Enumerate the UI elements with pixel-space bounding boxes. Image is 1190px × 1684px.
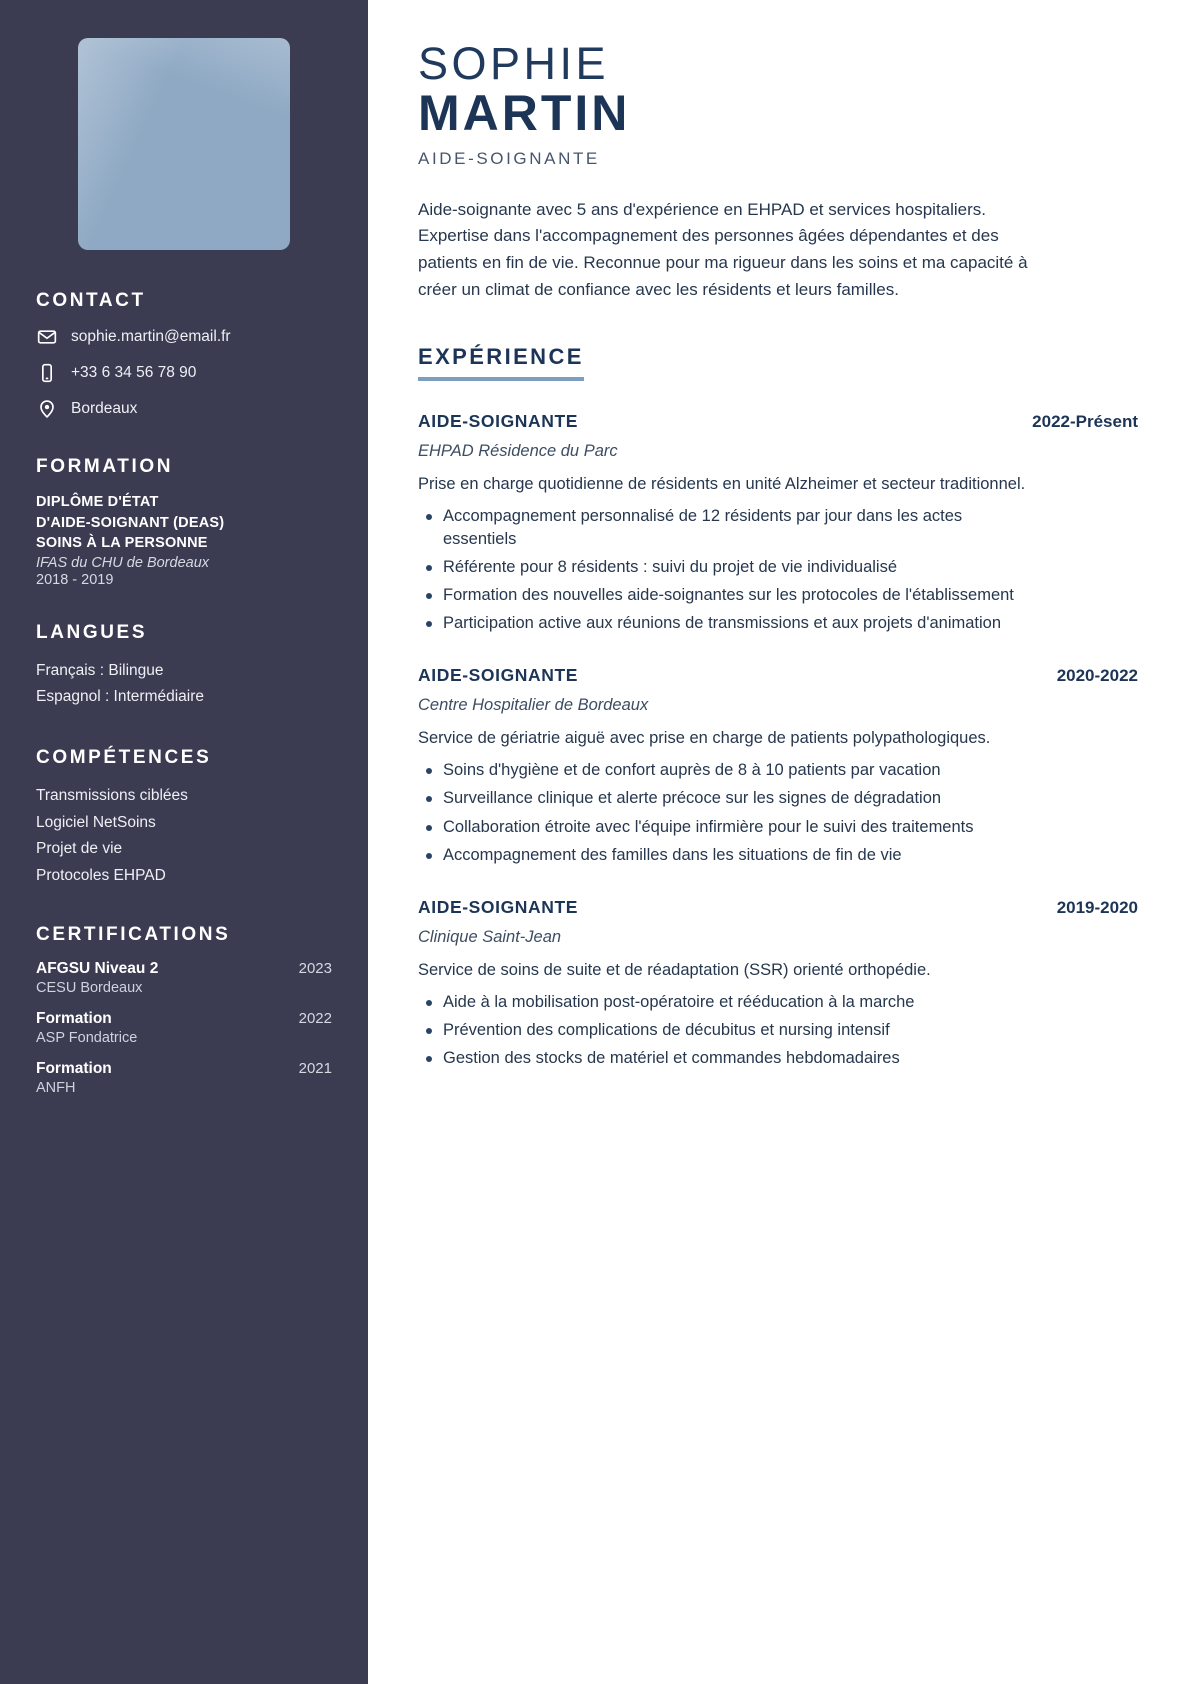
experience-bullet: Gestion des stocks de matériel et commandes hebdomadaires (418, 1047, 1018, 1070)
certification-org: ANFH (36, 1079, 76, 1096)
certifications-list (36, 960, 332, 1096)
experience-bullet: Prévention des complications de décubitus et nursing intensif (418, 1019, 1018, 1042)
langues-list (36, 658, 332, 711)
competence-item: Logiciel NetSoins (36, 813, 156, 831)
formation-school: IFAS du CHU de Bordeaux (36, 554, 210, 571)
avatar (78, 38, 290, 250)
certification-year: 2022 (298, 1009, 332, 1027)
certification-org: ASP Fondatrice (36, 1029, 138, 1046)
experience-company: EHPAD Résidence du Parc (418, 442, 618, 461)
certification-row (36, 1060, 332, 1078)
contact-item-email[interactable] (36, 326, 332, 348)
experience-dates: 2022-Présent (1032, 412, 1138, 432)
certification-row (36, 960, 332, 978)
competences-heading: COMPÉTENCES (36, 747, 212, 769)
experience-description: Service de gériatrie aiguë avec prise en charge de patients polypathologiques. (418, 729, 991, 748)
experience-bullet: Formation des nouvelles aide-soignantes sur les protocoles de l'établissement (418, 584, 1018, 607)
experience-bullet: Collaboration étroite avec l'équipe infirmière pour le suivi des traitements (418, 816, 1018, 839)
experience-dates: 2020-2022 (1056, 666, 1138, 686)
formation-title-line1: DIPLÔME D'ÉTAT (36, 494, 159, 510)
experience-item (418, 411, 1138, 635)
envelope-icon (36, 326, 58, 348)
experience-role: AIDE-SOIGNANTE (418, 896, 579, 917)
experience-item (418, 665, 1138, 866)
formation-years: 2018 - 2019 (36, 571, 114, 588)
formation-entry (36, 492, 332, 588)
formation-title-line3: SOINS À LA PERSONNE (36, 535, 208, 552)
experience-bullet: Soins d'hygiène et de confort auprès de 8 à 10 patients par vacation (418, 759, 1018, 782)
competence-item: Projet de vie (36, 840, 123, 858)
langue-item: Espagnol : Intermédiaire (36, 688, 205, 706)
certification-year: 2023 (298, 959, 332, 977)
formation-title (36, 492, 332, 554)
competences-list (36, 783, 332, 890)
experience-bullet: Participation active aux réunions de transmissions et aux projets d'animation (418, 612, 1018, 635)
experience-heading: EXPÉRIENCE (418, 344, 584, 381)
certification-row (36, 1010, 332, 1028)
last-name: MARTIN (418, 84, 631, 141)
contact-phone-value: +33 6 34 56 78 90 (71, 363, 197, 381)
experience-role: AIDE-SOIGNANTE (418, 665, 579, 686)
experience-item (418, 897, 1138, 1070)
experience-role: AIDE-SOIGNANTE (418, 411, 579, 432)
competence-item: Protocoles EHPAD (36, 867, 166, 885)
experience-header (418, 411, 1138, 432)
main-content (368, 0, 1190, 1684)
contact-heading: CONTACT (36, 290, 146, 311)
sidebar (0, 0, 368, 1684)
experience-bullets (418, 759, 1138, 866)
contact-item-phone[interactable] (36, 362, 332, 384)
experience-dates: 2019-2020 (1056, 897, 1138, 917)
langues-heading: LANGUES (36, 621, 148, 643)
contact-list (36, 326, 332, 420)
certification-name: AFGSU Niveau 2 (36, 959, 159, 977)
certifications-heading: CERTIFICATIONS (36, 923, 231, 945)
experience-description: Prise en charge quotidienne de résidents en unité Alzheimer et secteur traditionnel. (418, 475, 1026, 494)
experience-header (418, 665, 1138, 686)
experience-header (418, 897, 1138, 918)
certification-org: CESU Bordeaux (36, 979, 143, 996)
experience-bullets (418, 505, 1138, 635)
experience-description: Service de soins de suite et de réadaptation (SSR) orienté orthopédie. (418, 960, 931, 979)
first-name: SOPHIE (418, 38, 610, 89)
experience-company: Centre Hospitalier de Bordeaux (418, 696, 649, 715)
formation-title-line2: D'AIDE-SOIGNANT (DEAS) (36, 514, 225, 531)
experience-company: Clinique Saint-Jean (418, 927, 562, 946)
experience-bullet: Aide à la mobilisation post-opératoire et rééducation à la marche (418, 991, 1018, 1014)
contact-item-location[interactable] (36, 398, 332, 420)
phone-icon (36, 362, 58, 384)
contact-email-value: sophie.martin@email.fr (71, 327, 231, 345)
certification-item (36, 1060, 332, 1096)
contact-location-value: Bordeaux (71, 399, 138, 417)
certification-name: Formation (36, 1059, 112, 1077)
experience-bullet: Accompagnement personnalisé de 12 résidents par jour dans les actes essentiels (418, 505, 1018, 551)
location-pin-icon (36, 398, 58, 420)
certification-name: Formation (36, 1009, 112, 1027)
experience-bullet: Accompagnement des familles dans les situations de fin de vie (418, 844, 1018, 867)
professional-summary: Aide-soignante avec 5 ans d'expérience en EHPAD et services hospitaliers. Expertise dans l'accompagnement des personnes âgées dépendantes et des patients en fin de vie. Reconnue pour ma rigueur dans les soins et ma capacité à créer un climat de confiance avec les résidents et leurs familles. (418, 199, 1028, 300)
experience-bullet: Référente pour 8 résidents : suivi du projet de vie individualisé (418, 556, 1018, 579)
certification-item (36, 960, 332, 996)
experience-bullet: Surveillance clinique et alerte précoce sur les signes de dégradation (418, 787, 1018, 810)
formation-heading: FORMATION (36, 456, 174, 477)
page-title (418, 40, 1138, 169)
profile-photo-image (78, 38, 290, 250)
certification-item (36, 1010, 332, 1046)
langue-item: Français : Bilingue (36, 661, 164, 679)
job-title: AIDE-SOIGNANTE (418, 148, 600, 168)
experience-bullets (418, 991, 1138, 1070)
certification-year: 2021 (298, 1059, 332, 1077)
competence-item: Transmissions ciblées (36, 787, 188, 805)
